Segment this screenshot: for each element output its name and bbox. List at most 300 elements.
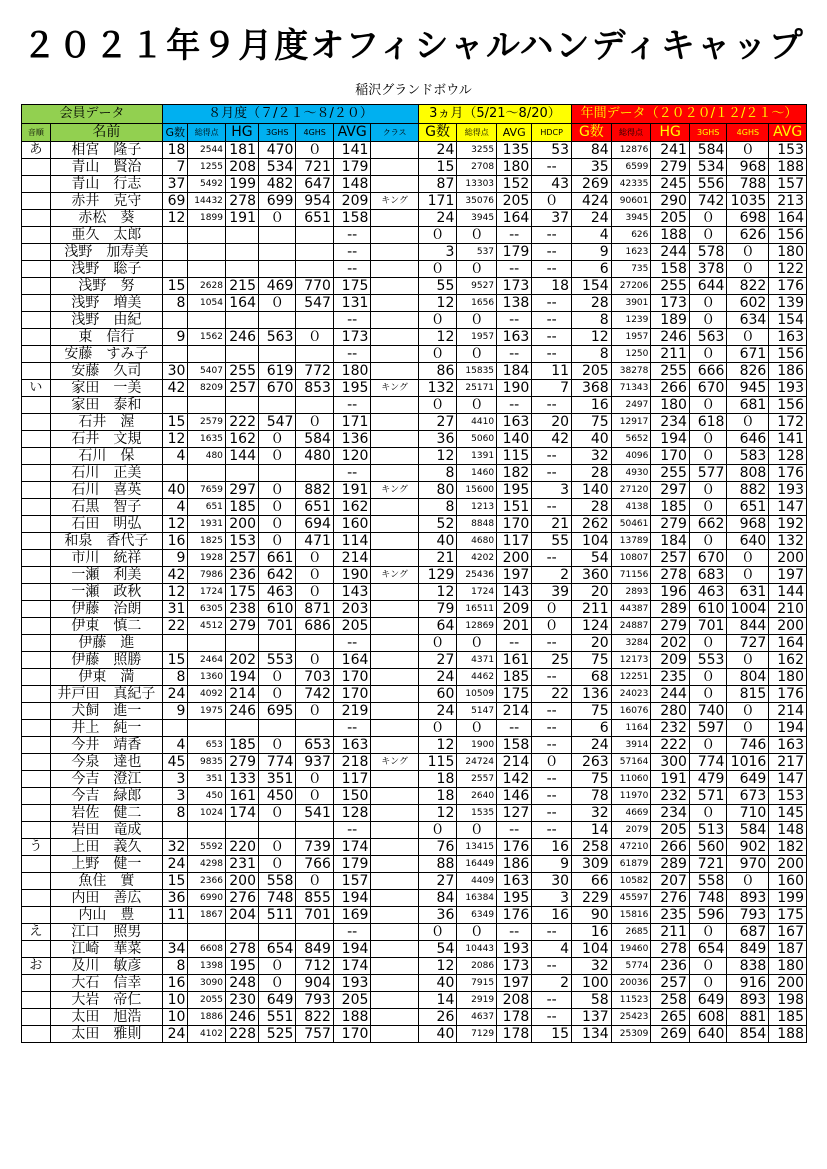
year-3ghs: 571 bbox=[689, 788, 726, 805]
table-row bbox=[22, 703, 807, 720]
aug-hg bbox=[225, 924, 258, 941]
table-row bbox=[22, 686, 807, 703]
three-avg: 138 bbox=[497, 295, 532, 312]
aug-games bbox=[163, 261, 188, 278]
aug-4ghs bbox=[296, 227, 333, 244]
year-3ghs: 597 bbox=[689, 720, 726, 737]
year-hg: 173 bbox=[651, 295, 690, 312]
kana-cell bbox=[22, 907, 51, 924]
year-hg: 297 bbox=[651, 482, 690, 499]
aug-hg bbox=[225, 465, 258, 482]
aug-3ghs: 563 bbox=[258, 329, 295, 346]
year-total: 11523 bbox=[611, 992, 651, 1009]
year-3ghs: 378 bbox=[689, 261, 726, 278]
year-3ghs: 513 bbox=[689, 822, 726, 839]
year-avg: 154 bbox=[769, 312, 807, 329]
aug-4ghs: 541 bbox=[296, 805, 333, 822]
class-cell bbox=[371, 822, 418, 839]
year-hg: 280 bbox=[651, 703, 690, 720]
three-games: 80 bbox=[418, 482, 457, 499]
class-cell bbox=[371, 414, 418, 431]
year-hg: 211 bbox=[651, 924, 690, 941]
class-cell bbox=[371, 907, 418, 924]
year-total: 4930 bbox=[611, 465, 651, 482]
aug-games: 16 bbox=[163, 533, 188, 550]
aug-hg: 230 bbox=[225, 992, 258, 1009]
year-hg: 290 bbox=[651, 193, 690, 210]
kana-cell: え bbox=[22, 924, 51, 941]
year-avg: 148 bbox=[769, 822, 807, 839]
aug-avg: -- bbox=[333, 720, 370, 737]
aug-games: 69 bbox=[163, 193, 188, 210]
three-avg: -- bbox=[497, 720, 532, 737]
year-games: 54 bbox=[572, 550, 612, 567]
aug-avg: 170 bbox=[333, 669, 370, 686]
class-cell: キング bbox=[371, 193, 418, 210]
year-total: 10807 bbox=[611, 550, 651, 567]
table-row bbox=[22, 873, 807, 890]
year-avg: 199 bbox=[769, 890, 807, 907]
member-name: 上野 健一 bbox=[50, 856, 162, 873]
year-total: 61879 bbox=[611, 856, 651, 873]
member-name: 石川 喜英 bbox=[50, 482, 162, 499]
aug-avg: 218 bbox=[333, 754, 370, 771]
kana-cell bbox=[22, 652, 51, 669]
year-total: 3284 bbox=[611, 635, 651, 652]
three-games: 40 bbox=[418, 533, 457, 550]
aug-games: 34 bbox=[163, 941, 188, 958]
aug-hg bbox=[225, 312, 258, 329]
hdcp-cell: -- bbox=[532, 397, 572, 414]
year-hg: 185 bbox=[651, 499, 690, 516]
year-total: 5652 bbox=[611, 431, 651, 448]
three-total: 3945 bbox=[457, 210, 497, 227]
aug-3ghs bbox=[258, 346, 295, 363]
kana-cell bbox=[22, 159, 51, 176]
hdcp-cell: -- bbox=[532, 261, 572, 278]
bowling-center-name: 稲沢グランドボウル bbox=[355, 83, 472, 98]
table-row bbox=[22, 822, 807, 839]
year-avg: 182 bbox=[769, 839, 807, 856]
table-row bbox=[22, 924, 807, 941]
year-hg: 289 bbox=[651, 601, 690, 618]
aug-avg: -- bbox=[333, 346, 370, 363]
aug-games bbox=[163, 397, 188, 414]
year-hg: 196 bbox=[651, 584, 690, 601]
aug-hg: 204 bbox=[225, 907, 258, 924]
year-3ghs: 534 bbox=[689, 159, 726, 176]
year-total: 626 bbox=[611, 227, 651, 244]
aug-hg: 276 bbox=[225, 890, 258, 907]
year-hg: 189 bbox=[651, 312, 690, 329]
three-total: ０ bbox=[457, 822, 497, 839]
aug-avg: 219 bbox=[333, 703, 370, 720]
year-hg: 205 bbox=[651, 210, 690, 227]
three-games: 36 bbox=[418, 907, 457, 924]
class-cell bbox=[371, 397, 418, 414]
aug-games: 45 bbox=[163, 754, 188, 771]
year-avg: 164 bbox=[769, 210, 807, 227]
aug-games: 12 bbox=[163, 431, 188, 448]
year-total: 71156 bbox=[611, 567, 651, 584]
three-total: ０ bbox=[457, 635, 497, 652]
three-games: 76 bbox=[418, 839, 457, 856]
year-4ghs: 970 bbox=[727, 856, 769, 873]
year-4ghs: 746 bbox=[727, 737, 769, 754]
year-games: 229 bbox=[572, 890, 612, 907]
aug-4ghs: 480 bbox=[296, 448, 333, 465]
three-games: ０ bbox=[418, 924, 457, 941]
table-row bbox=[22, 176, 807, 193]
three-avg: -- bbox=[497, 227, 532, 244]
year-3ghs: 556 bbox=[689, 176, 726, 193]
year-hg: 241 bbox=[651, 142, 690, 159]
aug-games: 4 bbox=[163, 737, 188, 754]
kana-cell bbox=[22, 584, 51, 601]
aug-games: 24 bbox=[163, 856, 188, 873]
three-games: ０ bbox=[418, 720, 457, 737]
member-name: 安藤 すみ子 bbox=[50, 346, 162, 363]
year-hg: 235 bbox=[651, 907, 690, 924]
class-cell bbox=[371, 924, 418, 941]
year-4ghs: 788 bbox=[727, 176, 769, 193]
aug-4ghs: 793 bbox=[296, 992, 333, 1009]
year-4ghs: 893 bbox=[727, 992, 769, 1009]
member-name: 浅野 努 bbox=[50, 278, 162, 295]
kana-cell bbox=[22, 873, 51, 890]
aug-4ghs: 904 bbox=[296, 975, 333, 992]
three-avg: 151 bbox=[497, 499, 532, 516]
class-cell bbox=[371, 992, 418, 1009]
kana-cell bbox=[22, 397, 51, 414]
year-4ghs: 808 bbox=[727, 465, 769, 482]
year-3ghs: 578 bbox=[689, 244, 726, 261]
year-total: 27120 bbox=[611, 482, 651, 499]
aug-4ghs: 651 bbox=[296, 210, 333, 227]
year-hg: 236 bbox=[651, 958, 690, 975]
year-3ghs: 683 bbox=[689, 567, 726, 584]
column-header-row bbox=[22, 124, 807, 142]
year-games: 154 bbox=[572, 278, 612, 295]
member-name: 江口 照男 bbox=[50, 924, 162, 941]
member-name: 青山 賢治 bbox=[50, 159, 162, 176]
member-name: 岩田 竜成 bbox=[50, 822, 162, 839]
aug-3ghs: ０ bbox=[258, 499, 295, 516]
year-total: 2893 bbox=[611, 584, 651, 601]
year-4ghs: 649 bbox=[727, 771, 769, 788]
group-header-row bbox=[22, 105, 807, 124]
three-games: 18 bbox=[418, 771, 457, 788]
year-total: 25423 bbox=[611, 1009, 651, 1026]
aug-games bbox=[163, 635, 188, 652]
hdcp-cell: -- bbox=[532, 550, 572, 567]
kana-cell bbox=[22, 431, 51, 448]
year-games: 104 bbox=[572, 941, 612, 958]
three-avg: 173 bbox=[497, 958, 532, 975]
year-avg: 176 bbox=[769, 465, 807, 482]
hdcp-cell: -- bbox=[532, 669, 572, 686]
year-avg: 192 bbox=[769, 516, 807, 533]
kana-cell bbox=[22, 295, 51, 312]
aug-4ghs bbox=[296, 312, 333, 329]
year-hg: 180 bbox=[651, 397, 690, 414]
aug-3ghs: 649 bbox=[258, 992, 295, 1009]
three-avg: 179 bbox=[497, 244, 532, 261]
aug-4ghs: ０ bbox=[296, 550, 333, 567]
kana-cell bbox=[22, 703, 51, 720]
year-games: 32 bbox=[572, 805, 612, 822]
year-4ghs: 727 bbox=[727, 635, 769, 652]
year-hg: 278 bbox=[651, 941, 690, 958]
three-avg: 170 bbox=[497, 516, 532, 533]
three-avg: 178 bbox=[497, 1026, 532, 1043]
aug-games bbox=[163, 312, 188, 329]
aug-hg bbox=[225, 244, 258, 261]
three-avg: 186 bbox=[497, 856, 532, 873]
aug-games bbox=[163, 924, 188, 941]
year-games: 424 bbox=[572, 193, 612, 210]
group-three-months: 3ヵ月（5/21～8/20） bbox=[418, 105, 571, 124]
aug-total: 450 bbox=[188, 788, 225, 805]
aug-total: 1724 bbox=[188, 584, 225, 601]
year-hg: 188 bbox=[651, 227, 690, 244]
year-hg: 234 bbox=[651, 805, 690, 822]
three-games: 24 bbox=[418, 142, 457, 159]
col-class: クラス bbox=[371, 124, 418, 142]
kana-cell bbox=[22, 788, 51, 805]
three-avg: 209 bbox=[497, 601, 532, 618]
aug-hg: 297 bbox=[225, 482, 258, 499]
hdcp-cell: -- bbox=[532, 159, 572, 176]
aug-4ghs: 653 bbox=[296, 737, 333, 754]
year-hg: 191 bbox=[651, 771, 690, 788]
three-games: 24 bbox=[418, 703, 457, 720]
year-avg: 144 bbox=[769, 584, 807, 601]
kana-cell bbox=[22, 329, 51, 346]
aug-3ghs: 551 bbox=[258, 1009, 295, 1026]
three-avg: 161 bbox=[497, 652, 532, 669]
class-cell bbox=[371, 312, 418, 329]
three-total: 7129 bbox=[457, 1026, 497, 1043]
three-avg: 195 bbox=[497, 482, 532, 499]
aug-4ghs bbox=[296, 261, 333, 278]
three-total: 1957 bbox=[457, 329, 497, 346]
three-avg: 200 bbox=[497, 550, 532, 567]
year-3ghs: 584 bbox=[689, 142, 726, 159]
three-total: 2086 bbox=[457, 958, 497, 975]
aug-3ghs: ０ bbox=[258, 958, 295, 975]
aug-4ghs: 742 bbox=[296, 686, 333, 703]
table-row bbox=[22, 1009, 807, 1026]
three-total: 7915 bbox=[457, 975, 497, 992]
aug-games: 30 bbox=[163, 363, 188, 380]
year-3ghs: ０ bbox=[689, 482, 726, 499]
year-avg: 200 bbox=[769, 975, 807, 992]
year-4ghs: 634 bbox=[727, 312, 769, 329]
year-3ghs: 596 bbox=[689, 907, 726, 924]
year-hg: 245 bbox=[651, 176, 690, 193]
year-4ghs: ０ bbox=[727, 567, 769, 584]
year-avg: 156 bbox=[769, 227, 807, 244]
class-cell bbox=[371, 686, 418, 703]
three-total: 5147 bbox=[457, 703, 497, 720]
year-3ghs: ０ bbox=[689, 346, 726, 363]
aug-4ghs: 822 bbox=[296, 1009, 333, 1026]
aug-hg: 279 bbox=[225, 754, 258, 771]
aug-hg bbox=[225, 346, 258, 363]
aug-3ghs: 670 bbox=[258, 380, 295, 397]
three-total: ０ bbox=[457, 397, 497, 414]
aug-4ghs: 853 bbox=[296, 380, 333, 397]
three-games: 55 bbox=[418, 278, 457, 295]
table-row bbox=[22, 363, 807, 380]
aug-hg: 191 bbox=[225, 210, 258, 227]
aug-avg: -- bbox=[333, 261, 370, 278]
year-total: 12917 bbox=[611, 414, 651, 431]
three-games: ０ bbox=[418, 822, 457, 839]
year-games: 78 bbox=[572, 788, 612, 805]
year-games: 16 bbox=[572, 924, 612, 941]
year-avg: 153 bbox=[769, 142, 807, 159]
member-name: 亜久 太郎 bbox=[50, 227, 162, 244]
aug-4ghs: 584 bbox=[296, 431, 333, 448]
aug-3ghs bbox=[258, 635, 295, 652]
year-3ghs: ０ bbox=[689, 737, 726, 754]
three-total: 1535 bbox=[457, 805, 497, 822]
aug-3ghs: ０ bbox=[258, 516, 295, 533]
class-cell bbox=[371, 465, 418, 482]
three-total: 4202 bbox=[457, 550, 497, 567]
class-cell bbox=[371, 584, 418, 601]
year-avg: 162 bbox=[769, 652, 807, 669]
member-name: 井上 純一 bbox=[50, 720, 162, 737]
kana-cell bbox=[22, 975, 51, 992]
aug-3ghs: ０ bbox=[258, 482, 295, 499]
col-kana: 音順 bbox=[22, 124, 51, 142]
aug-3ghs: 748 bbox=[258, 890, 295, 907]
three-avg: 197 bbox=[497, 567, 532, 584]
year-avg: 156 bbox=[769, 346, 807, 363]
year-games: 84 bbox=[572, 142, 612, 159]
aug-3ghs: ０ bbox=[258, 805, 295, 822]
member-name: 家田 泰和 bbox=[50, 397, 162, 414]
three-games: 15 bbox=[418, 159, 457, 176]
year-3ghs: ０ bbox=[689, 635, 726, 652]
year-games: 35 bbox=[572, 159, 612, 176]
hdcp-cell: -- bbox=[532, 805, 572, 822]
year-4ghs: 838 bbox=[727, 958, 769, 975]
member-name: 今吉 澄江 bbox=[50, 771, 162, 788]
aug-hg bbox=[225, 227, 258, 244]
col-year-avg: AVG bbox=[769, 124, 807, 142]
year-games: 68 bbox=[572, 669, 612, 686]
year-3ghs: ０ bbox=[689, 312, 726, 329]
aug-3ghs: ０ bbox=[258, 210, 295, 227]
aug-avg: 179 bbox=[333, 856, 370, 873]
aug-3ghs: 469 bbox=[258, 278, 295, 295]
hdcp-cell: 20 bbox=[532, 414, 572, 431]
member-name: 大岩 帝仁 bbox=[50, 992, 162, 1009]
year-hg: 255 bbox=[651, 278, 690, 295]
aug-hg: 222 bbox=[225, 414, 258, 431]
year-hg: 269 bbox=[651, 1026, 690, 1043]
col-name: 名前 bbox=[50, 124, 162, 142]
hdcp-cell: -- bbox=[532, 703, 572, 720]
aug-4ghs: ０ bbox=[296, 329, 333, 346]
aug-games: 12 bbox=[163, 516, 188, 533]
kana-cell bbox=[22, 992, 51, 1009]
aug-avg: -- bbox=[333, 227, 370, 244]
aug-avg: 169 bbox=[333, 907, 370, 924]
aug-total bbox=[188, 635, 225, 652]
aug-hg: 175 bbox=[225, 584, 258, 601]
aug-avg: 209 bbox=[333, 193, 370, 210]
aug-games: 18 bbox=[163, 142, 188, 159]
year-games: 263 bbox=[572, 754, 612, 771]
aug-games: 8 bbox=[163, 958, 188, 975]
year-hg: 255 bbox=[651, 465, 690, 482]
aug-games: 24 bbox=[163, 1026, 188, 1043]
table-row bbox=[22, 652, 807, 669]
year-games: 14 bbox=[572, 822, 612, 839]
aug-3ghs: 470 bbox=[258, 142, 295, 159]
table-row bbox=[22, 550, 807, 567]
year-3ghs: 740 bbox=[689, 703, 726, 720]
kana-cell bbox=[22, 601, 51, 618]
year-hg: 244 bbox=[651, 244, 690, 261]
hdcp-cell: ０ bbox=[532, 618, 572, 635]
class-cell: キング bbox=[371, 567, 418, 584]
year-3ghs: ０ bbox=[689, 686, 726, 703]
col-4ghs: 4GHS bbox=[296, 124, 333, 142]
hdcp-cell: -- bbox=[532, 958, 572, 975]
three-total: 35076 bbox=[457, 193, 497, 210]
aug-total: 1975 bbox=[188, 703, 225, 720]
aug-4ghs: 701 bbox=[296, 907, 333, 924]
year-total: 38278 bbox=[611, 363, 651, 380]
year-avg: 188 bbox=[769, 1026, 807, 1043]
kana-cell bbox=[22, 414, 51, 431]
kana-cell bbox=[22, 754, 51, 771]
year-4ghs: 968 bbox=[727, 516, 769, 533]
year-games: 309 bbox=[572, 856, 612, 873]
year-games: 32 bbox=[572, 448, 612, 465]
aug-total: 1635 bbox=[188, 431, 225, 448]
year-avg: 214 bbox=[769, 703, 807, 720]
hdcp-cell: 2 bbox=[532, 567, 572, 584]
year-4ghs: ０ bbox=[727, 720, 769, 737]
hdcp-cell: -- bbox=[532, 771, 572, 788]
aug-hg: 199 bbox=[225, 176, 258, 193]
year-total: 12173 bbox=[611, 652, 651, 669]
hdcp-cell: 55 bbox=[532, 533, 572, 550]
year-hg: 266 bbox=[651, 839, 690, 856]
aug-games: 11 bbox=[163, 907, 188, 924]
hdcp-cell: ０ bbox=[532, 601, 572, 618]
three-avg: -- bbox=[497, 924, 532, 941]
aug-avg: 114 bbox=[333, 533, 370, 550]
three-total: 15600 bbox=[457, 482, 497, 499]
year-3ghs: 610 bbox=[689, 601, 726, 618]
three-games: 8 bbox=[418, 499, 457, 516]
three-total: 24724 bbox=[457, 754, 497, 771]
three-games: 88 bbox=[418, 856, 457, 873]
year-4ghs: 631 bbox=[727, 584, 769, 601]
table-row bbox=[22, 720, 807, 737]
table-row bbox=[22, 278, 807, 295]
year-total: 3945 bbox=[611, 210, 651, 227]
aug-total: 8209 bbox=[188, 380, 225, 397]
